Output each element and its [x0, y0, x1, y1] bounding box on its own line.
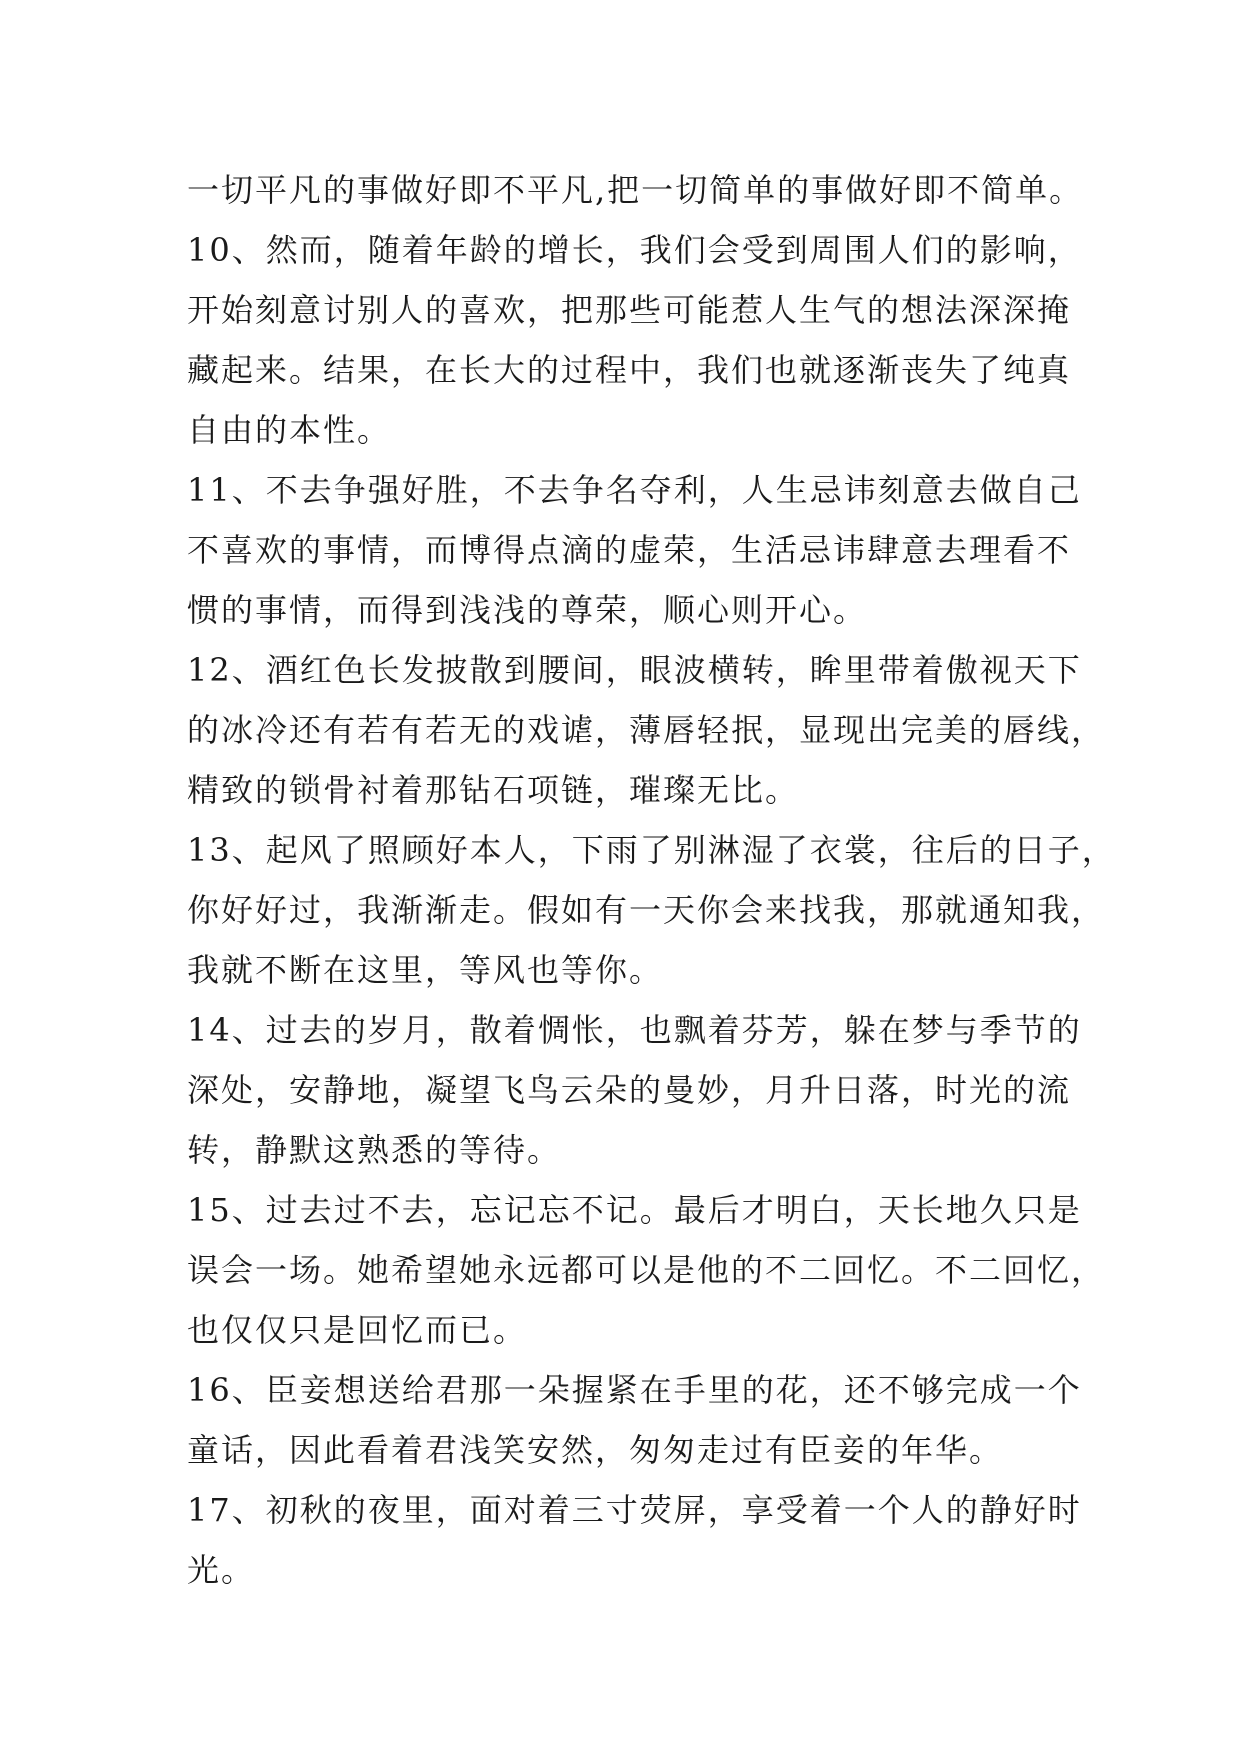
text-line: 惯的事情，而得到浅浅的尊荣，顺心则开心。	[187, 591, 868, 629]
text-line: 深处，安静地，凝望飞鸟云朵的曼妙，月升日落，时光的流	[187, 1071, 1072, 1109]
text-line: 童话，因此看着君浅笑安然，匆匆走过有臣妾的年华。	[187, 1431, 1004, 1469]
text-line: 一切平凡的事做好即不平凡,把一切简单的事做好即不简单。	[187, 171, 1084, 209]
text-line: 10、然而，随着年龄的增长，我们会受到周围人们的影响，	[187, 231, 1082, 269]
text-line: 的冰冷还有若有若无的戏谑，薄唇轻抿，显现出完美的唇线，	[187, 711, 1106, 749]
text-line: 不喜欢的事情，而博得点滴的虚荣，生活忌讳肆意去理看不	[187, 531, 1072, 569]
text-line: 开始刻意讨别人的喜欢，把那些可能惹人生气的想法深深掩	[187, 291, 1072, 329]
text-line: 16、臣妾想送给君那一朵握紧在手里的花，还不够完成一个	[187, 1371, 1082, 1409]
text-line: 你好好过，我渐渐走。假如有一天你会来找我，那就通知我，	[187, 891, 1106, 929]
text-line: 转，静默这熟悉的等待。	[187, 1131, 562, 1169]
text-line: 光。	[187, 1551, 256, 1589]
text-line: 我就不断在这里，等风也等你。	[187, 951, 664, 989]
text-line: 13、起风了照顾好本人，下雨了别淋湿了衣裳，往后的日子，	[187, 831, 1116, 869]
document-body	[187, 160, 1116, 1600]
text-line: 自由的本性。	[187, 411, 392, 449]
text-line: 14、过去的岁月，散着惆怅，也飘着芬芳，躲在梦与季节的	[187, 1011, 1082, 1049]
text-line: 藏起来。结果，在长大的过程中，我们也就逐渐丧失了纯真	[187, 351, 1072, 389]
text-line: 精致的锁骨衬着那钻石项链，璀璨无比。	[187, 771, 800, 809]
text-line: 12、酒红色长发披散到腰间，眼波横转，眸里带着傲视天下	[187, 651, 1082, 689]
text-line: 误会一场。她希望她永远都可以是他的不二回忆。不二回忆，	[187, 1251, 1106, 1289]
text-line: 17、初秋的夜里，面对着三寸荧屏，享受着一个人的静好时	[187, 1491, 1082, 1529]
text-line: 15、过去过不去，忘记忘不记。最后才明白，天长地久只是	[187, 1191, 1082, 1229]
text-line: 也仅仅只是回忆而已。	[187, 1311, 528, 1349]
text-line: 11、不去争强好胜，不去争名夺利，人生忌讳刻意去做自己	[187, 471, 1082, 509]
